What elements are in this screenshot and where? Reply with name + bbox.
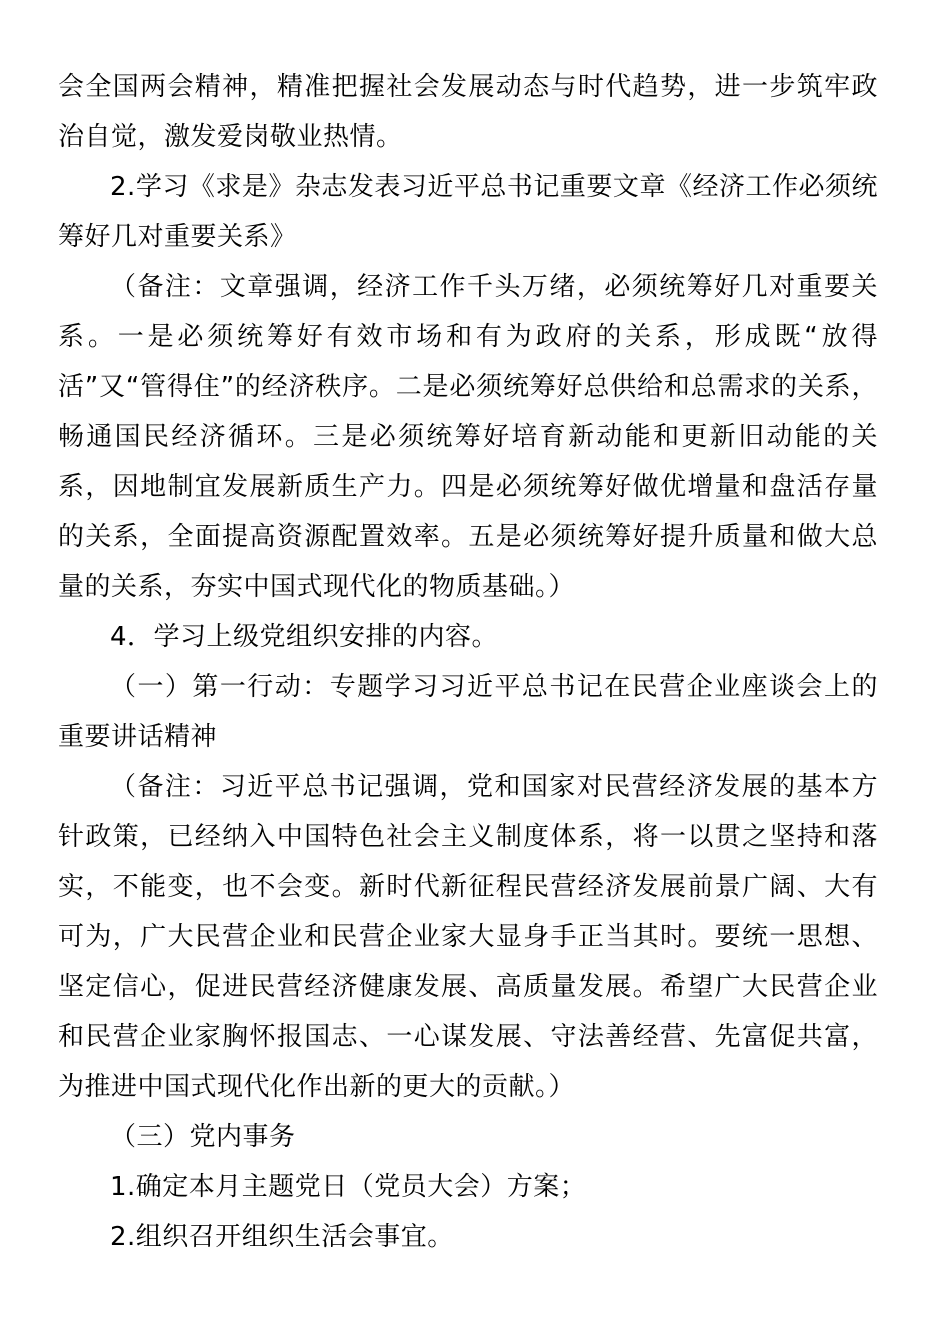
- document-page: [58, 62, 878, 1262]
- paragraph-first-action-title: （一）第一行动：专题学习习近平总书记在民营企业座谈会上的重要讲话精神: [58, 672, 878, 752]
- paragraph-continuation: 会全国两会精神，精准把握社会发展动态与时代趋势，进一步筑牢政治自觉，激发爱岗敬业热情。: [58, 72, 878, 152]
- paragraph-party-affairs-heading: （三）党内事务: [110, 1122, 296, 1152]
- paragraph-item-2-note: （备注：文章强调，经济工作千头万绪，必须统筹好几对重要关系。一是必须统筹好有效市场和有为政府的关系，形成既“放得活”又“管得住”的经济秩序。二是必须统筹好总供给和总需求的关系，畅通国民经济循环。三是必须统筹好培育新动能和更新旧动能的关系，因地制宜发展新质生产力。四是必须统筹好做优增量和盘活存量的关系，全面提高资源配置效率。五是必须统筹好提升质量和做大总量的关系，夯实中国式现代化的物质基础。）: [58, 272, 878, 602]
- paragraph-item-4-title: 4．学习上级党组织安排的内容。: [110, 622, 499, 652]
- paragraph-item-2-title: 2.学习《求是》杂志发表习近平总书记重要文章《经济工作必须统筹好几对重要关系》: [58, 172, 878, 252]
- paragraph-party-affairs-item-2: 2.组织召开组织生活会事宜。: [110, 1222, 454, 1252]
- paragraph-party-affairs-item-1: 1.确定本月主题党日（党员大会）方案；: [110, 1172, 587, 1202]
- paragraph-first-action-note: （备注：习近平总书记强调，党和国家对民营经济发展的基本方针政策，已经纳入中国特色社会主义制度体系，将一以贯之坚持和落实，不能变，也不会变。新时代新征程民营经济发展前景广阔、大有可为，广大民营企业和民营企业家大显身手正当其时。要统一思想、坚定信心，促进民营经济健康发展、高质量发展。希望广大民营企业和民营企业家胸怀报国志、一心谋发展、守法善经营、先富促共富，为推进中国式现代化作出新的更大的贡献。）: [58, 772, 878, 1102]
